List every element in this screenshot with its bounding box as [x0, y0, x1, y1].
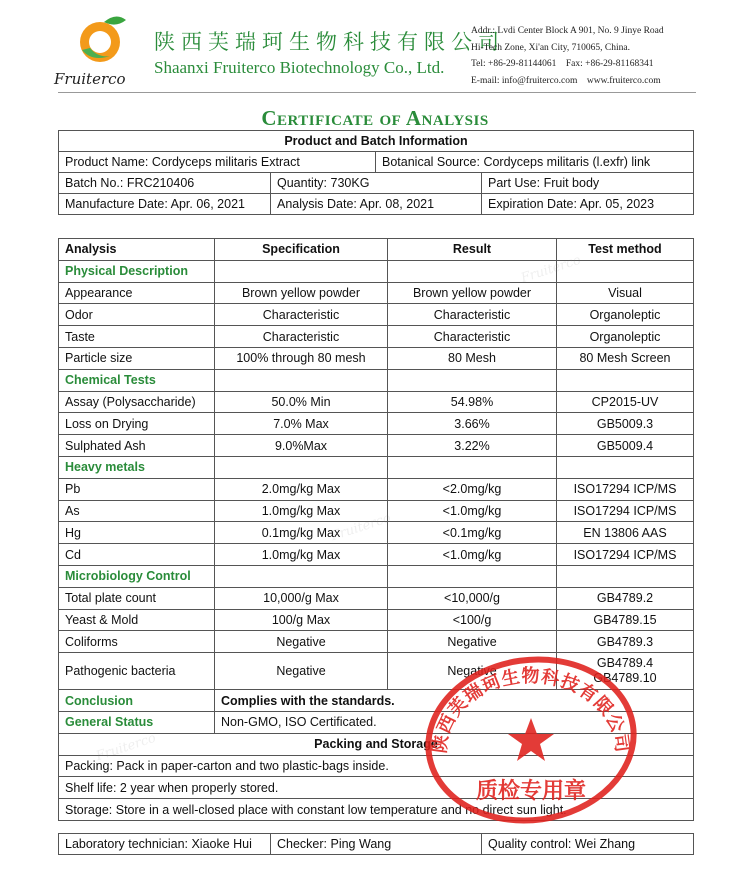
- result: <100/g: [388, 609, 557, 631]
- result: Characteristic: [388, 326, 557, 348]
- table-row: [59, 413, 694, 435]
- seal-arc-text: 陕西芙瑞珂生物科技有限公司: [429, 666, 633, 755]
- logo-inner-disc: [89, 31, 111, 53]
- specification: 2.0mg/kg Max: [215, 478, 388, 500]
- analysis-item: Pathogenic bacteria: [59, 653, 215, 690]
- watermark: Fruiterco: [519, 252, 583, 287]
- table-row: [59, 391, 694, 413]
- test-method: EN 13806 AAS: [557, 522, 694, 544]
- test-method: ISO17294 ICP/MS: [557, 500, 694, 522]
- result: Negative: [388, 653, 557, 690]
- result: <1.0mg/kg: [388, 544, 557, 566]
- analysis-item: Assay (Polysaccharide): [59, 391, 215, 413]
- seal-inner-text: 质检专用章: [475, 778, 587, 804]
- test-method: GB5009.4: [557, 435, 694, 457]
- result: 3.22%: [388, 435, 557, 457]
- table-row: [59, 544, 694, 566]
- analysis-item: Taste: [59, 326, 215, 348]
- batch-info-heading: Product and Batch Information: [59, 131, 694, 152]
- general-status-value: Non-GMO, ISO Certificated.: [215, 711, 694, 733]
- lab-technician: Laboratory technician: Xiaoke Hui: [59, 834, 271, 855]
- result: Characteristic: [388, 304, 557, 326]
- general-status-label: General Status: [59, 711, 215, 733]
- specification: Characteristic: [215, 326, 388, 348]
- specification: 10,000/g Max: [215, 587, 388, 609]
- table-row: [59, 304, 694, 326]
- conclusion-value: Complies with the standards.: [215, 690, 694, 712]
- packing-info: Packing: Pack in paper-carton and two plastic-bags inside.: [59, 755, 694, 777]
- part-use: Part Use: Fruit body: [482, 173, 694, 194]
- test-method: Organoleptic: [557, 326, 694, 348]
- analysis-item: Appearance: [59, 282, 215, 304]
- address-line-2: Hi-Tech Zone, Xi'an City, 710065, China.: [471, 42, 630, 53]
- shelf-life-info: Shelf life: 2 year when properly stored.: [59, 777, 694, 799]
- signature-table: [58, 833, 694, 855]
- result: <2.0mg/kg: [388, 478, 557, 500]
- test-method: Organoleptic: [557, 304, 694, 326]
- result: <0.1mg/kg: [388, 522, 557, 544]
- test-method-line-1: GB4789.4: [596, 656, 654, 671]
- logo-text: Fruiterco: [54, 70, 126, 88]
- document-title: Certificate of Analysis: [261, 106, 489, 130]
- specification: 100/g Max: [215, 609, 388, 631]
- result: Brown yellow powder: [388, 282, 557, 304]
- analysis-item: Particle size: [59, 347, 215, 369]
- packing-storage-heading: Packing and Storage: [59, 733, 694, 755]
- specification: 0.1mg/kg Max: [215, 522, 388, 544]
- company-address-block: [471, 23, 664, 89]
- result: Negative: [388, 631, 557, 653]
- specification: Negative: [215, 631, 388, 653]
- company-name-en: Shaanxi Fruiterco Biotechnology Co., Ltd.: [154, 58, 445, 77]
- storage-info: Storage: Store in a well-closed place with constant low temperature and no direct sun light.: [59, 799, 694, 821]
- email: E-mail: info@fruiterco.com: [471, 75, 578, 86]
- conclusion-label: Conclusion: [59, 690, 215, 712]
- analysis-item: Total plate count: [59, 587, 215, 609]
- result: 80 Mesh: [388, 347, 557, 369]
- analysis-item: Cd: [59, 544, 215, 566]
- test-method: GB4789.15: [557, 609, 694, 631]
- logo-leaf-icon: [104, 16, 126, 24]
- test-method-line-2: GB4789.10: [593, 671, 657, 686]
- specification: 1.0mg/kg Max: [215, 544, 388, 566]
- botanical-source: Botanical Source: Cordyceps militaris (l.exfr) link: [376, 152, 694, 173]
- col-header-result: Result: [388, 239, 557, 261]
- checker: Checker: Ping Wang: [271, 834, 482, 855]
- table-row: [59, 347, 694, 369]
- specification: Brown yellow powder: [215, 282, 388, 304]
- contact-phones: [471, 56, 664, 73]
- analysis-item: Pb: [59, 478, 215, 500]
- analysis-item: Odor: [59, 304, 215, 326]
- watermark: Fruiterco: [329, 510, 393, 545]
- fax: Fax: +86-29-81168341: [565, 59, 654, 69]
- manufacture-date: Manufacture Date: Apr. 06, 2021: [59, 194, 271, 215]
- test-method: GB4789.3: [557, 631, 694, 653]
- specification: 100% through 80 mesh: [215, 347, 388, 369]
- specification: Characteristic: [215, 304, 388, 326]
- result: 3.66%: [388, 413, 557, 435]
- batch-info-table: [58, 130, 694, 215]
- col-header-specification: Specification: [215, 239, 388, 261]
- specification: 50.0% Min: [215, 391, 388, 413]
- specification: 1.0mg/kg Max: [215, 500, 388, 522]
- test-method: GB4789.2: [557, 587, 694, 609]
- result: <10,000/g: [388, 587, 557, 609]
- result: 54.98%: [388, 391, 557, 413]
- table-row: [59, 478, 694, 500]
- analysis-item: Loss on Drying: [59, 413, 215, 435]
- watermark: Fruiterco: [94, 730, 158, 765]
- website: www.fruiterco.com: [586, 75, 661, 86]
- analysis-item: Yeast & Mold: [59, 609, 215, 631]
- test-method: Visual: [557, 282, 694, 304]
- section-physical-description: Physical Description: [59, 260, 215, 282]
- batch-no: Batch No.: FRC210406: [59, 173, 271, 194]
- table-row: [59, 587, 694, 609]
- quality-control: Quality control: Wei Zhang: [482, 834, 694, 855]
- test-method: 80 Mesh Screen: [557, 347, 694, 369]
- tel: Tel: +86-29-81144061: [471, 59, 557, 69]
- test-method: ISO17294 ICP/MS: [557, 478, 694, 500]
- specification: 7.0% Max: [215, 413, 388, 435]
- company-name-cn: 陕西芙瑞珂生物科技有限公司: [154, 30, 505, 54]
- specification: 9.0%Max: [215, 435, 388, 457]
- expiration-date: Expiration Date: Apr. 05, 2023: [482, 194, 694, 215]
- test-method: ISO17294 ICP/MS: [557, 544, 694, 566]
- product-name: Product Name: Cordyceps militaris Extract: [59, 152, 376, 173]
- analysis-item: Hg: [59, 522, 215, 544]
- analysis-item: Coliforms: [59, 631, 215, 653]
- table-row: [59, 282, 694, 304]
- seal-star-icon: [508, 718, 554, 761]
- col-header-test-method: Test method: [557, 239, 694, 261]
- contact-web: [471, 73, 664, 90]
- table-row: [59, 435, 694, 457]
- col-header-analysis: Analysis: [59, 239, 215, 261]
- quantity: Quantity: 730KG: [271, 173, 482, 194]
- section-heavy-metals: Heavy metals: [59, 456, 215, 478]
- header-divider: [58, 92, 696, 93]
- table-row: [59, 609, 694, 631]
- analysis-item: Sulphated Ash: [59, 435, 215, 457]
- test-method: CP2015-UV: [557, 391, 694, 413]
- company-logo: [52, 12, 144, 90]
- section-microbiology-control: Microbiology Control: [59, 565, 215, 587]
- table-row: [59, 326, 694, 348]
- result: <1.0mg/kg: [388, 500, 557, 522]
- address-line-1: Addr.: Lvdi Center Block A 901, No. 9 Jinye Road: [471, 26, 664, 36]
- test-method: GB5009.3: [557, 413, 694, 435]
- section-chemical-tests: Chemical Tests: [59, 369, 215, 391]
- analysis-item: As: [59, 500, 215, 522]
- specification: Negative: [215, 653, 388, 690]
- analysis-date: Analysis Date: Apr. 08, 2021: [271, 194, 482, 215]
- company-seal-stamp: [420, 648, 642, 826]
